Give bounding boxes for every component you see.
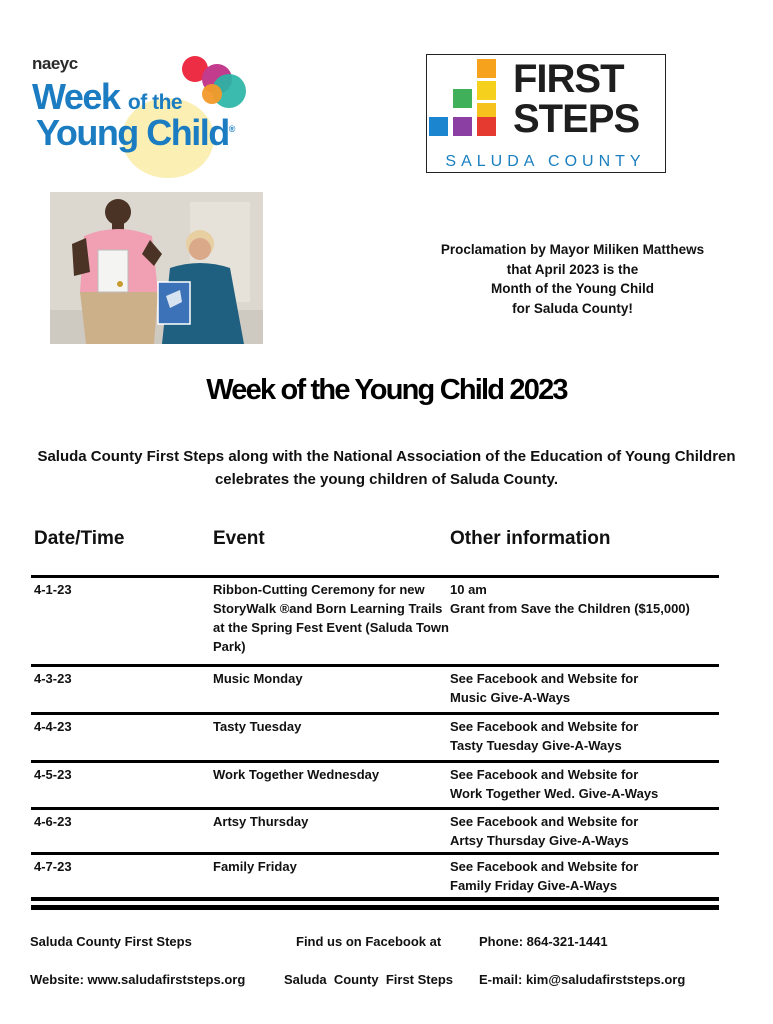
footer-facebook-label: Find us on Facebook at	[296, 934, 442, 949]
info-line: Work Together Wed. Give-A-Ways	[450, 786, 659, 801]
woyc-line2	[36, 112, 234, 154]
header-info: Other information	[450, 528, 611, 549]
woyc-registered-mark: ®	[228, 124, 234, 134]
proclamation-text	[400, 240, 745, 318]
table-divider	[31, 664, 719, 667]
info-line: See Facebook and Website for	[450, 767, 639, 782]
fs-square-yellow	[477, 81, 496, 100]
woyc-logo	[30, 52, 290, 177]
naeyc-wordmark: naeyc	[32, 54, 78, 73]
info-line: Music Give-A-Ways	[450, 690, 571, 705]
event-line: Ribbon-Cutting Ceremony for new	[213, 582, 425, 597]
fs-square-orange	[477, 59, 496, 78]
info-line: Artsy Thursday Give-A-Ways	[450, 833, 629, 848]
fs-word-first: FIRST	[513, 57, 624, 101]
info-line: See Facebook and Website for	[450, 814, 639, 829]
row-event	[213, 717, 301, 736]
row-info	[450, 765, 658, 803]
row-info	[450, 717, 638, 755]
intro-line: celebrates the young children of Saluda County.	[214, 470, 559, 488]
header-event: Event	[213, 528, 265, 549]
event-line: at the Spring Fest Event (Saluda Town	[213, 620, 449, 635]
woyc-week: Week	[32, 76, 120, 117]
event-line: Music Monday	[213, 671, 303, 686]
table-divider	[31, 760, 719, 763]
row-info	[450, 812, 638, 850]
fs-square-red	[477, 117, 496, 136]
fs-square-purple	[453, 117, 472, 136]
table-divider	[31, 712, 719, 715]
row-event	[213, 857, 297, 876]
info-line: See Facebook and Website for	[450, 719, 639, 734]
woyc-of-the: of the	[127, 91, 183, 114]
footer-org: Saluda County First Steps	[30, 934, 192, 949]
row-date: 4-5-23	[34, 767, 72, 782]
info-line: Family Friday Give-A-Ways	[450, 878, 618, 893]
table-divider	[31, 807, 719, 810]
intro-text	[20, 446, 753, 491]
fs-square-blue	[429, 117, 448, 136]
info-line: Grant from Save the Children ($15,000)	[450, 601, 690, 616]
info-line: See Facebook and Website for	[450, 859, 639, 874]
info-line: 10 am	[450, 582, 487, 597]
table-divider	[31, 852, 719, 855]
header-date: Date/Time	[34, 528, 125, 549]
footer-email[interactable]: E-mail: kim@saludafirststeps.org	[479, 972, 686, 987]
proclamation-line: for Saluda County!	[512, 300, 633, 316]
row-event	[213, 580, 449, 656]
proclamation-line: Month of the Young Child	[491, 281, 654, 296]
event-line: Family Friday	[213, 859, 297, 874]
row-info	[450, 857, 638, 895]
table-divider	[31, 575, 719, 578]
first-steps-logo	[426, 54, 666, 173]
row-date: 4-7-23	[34, 859, 72, 874]
row-info	[450, 669, 638, 707]
event-line: StoryWalk ®and Born Learning Trails	[213, 601, 443, 616]
photo-illustration	[50, 192, 263, 344]
row-date: 4-3-23	[34, 671, 72, 686]
fs-county: SALUDA COUNTY	[445, 153, 646, 170]
footer-website[interactable]: Website: www.saludafirststeps.org	[30, 972, 246, 987]
row-date: 4-1-23	[34, 582, 72, 597]
table-bottom-rule	[31, 897, 719, 901]
fs-word-steps: STEPS	[513, 97, 640, 141]
woyc-young-child: Young Child	[36, 112, 229, 153]
proclamation-line: that April 2023 is the	[506, 261, 639, 277]
row-event	[213, 812, 308, 831]
event-line: Park)	[213, 639, 246, 654]
woyc-orange-circle	[202, 84, 222, 104]
event-line: Tasty Tuesday	[213, 719, 302, 734]
event-line: Work Together Wednesday	[213, 767, 380, 782]
proclamation-photo	[50, 192, 263, 344]
row-event	[213, 765, 379, 784]
row-event	[213, 669, 303, 688]
info-line: Tasty Tuesday Give-A-Ways	[450, 738, 622, 753]
page-title: Week of the Young Child 2023	[206, 374, 567, 406]
row-date: 4-4-23	[34, 719, 72, 734]
footer-phone: Phone: 864-321-1441	[479, 934, 608, 949]
row-info	[450, 580, 690, 618]
table-bottom-rule	[31, 905, 719, 910]
info-line: See Facebook and Website for	[450, 671, 639, 686]
footer-facebook-name[interactable]: Saluda County First Steps	[284, 972, 454, 987]
row-date: 4-6-23	[34, 814, 72, 829]
proclamation-line: Proclamation by Mayor Miliken Matthews	[440, 242, 705, 257]
fs-square-green	[453, 89, 472, 108]
intro-line: Saluda County First Steps along with the National Association of the Education of Young Children	[37, 448, 736, 465]
event-line: Artsy Thursday	[213, 814, 309, 829]
